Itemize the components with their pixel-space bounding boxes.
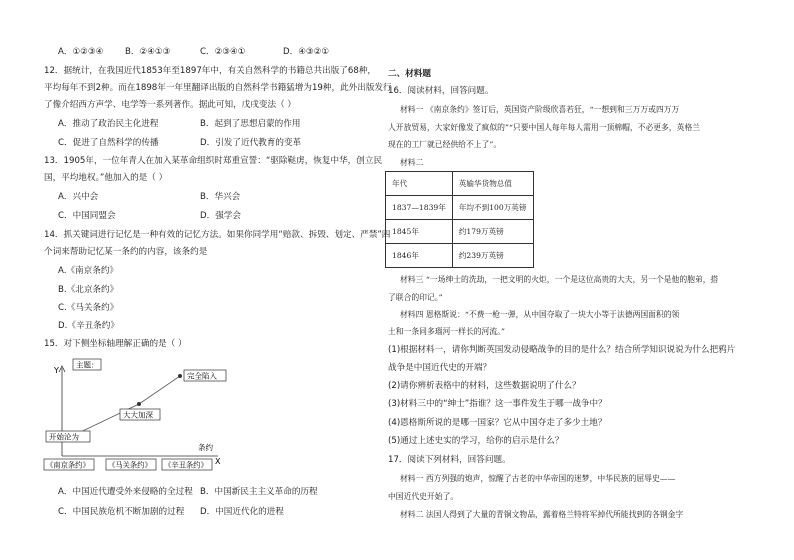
q16-question-4: (4)恩格斯所说的是哪一国家？它从中国夺走了多少土地？ bbox=[388, 418, 607, 428]
point-2-label: 大大加深 bbox=[123, 410, 153, 420]
table-header-cell: 年代 bbox=[386, 172, 453, 196]
q14-line-2: 个词来帮助记忆某一条约的内容，该条约是 bbox=[44, 247, 208, 257]
q11-option-b: B．②④①③ bbox=[125, 47, 171, 57]
q15-option-b: B．中国新民主主义革命的历程 bbox=[200, 487, 318, 497]
treaty-3-label: 《辛丑条约》 bbox=[164, 460, 208, 470]
treaty-2-label: 《马关条约》 bbox=[108, 460, 152, 470]
section-title: 二、材料题 bbox=[388, 69, 431, 79]
trend-line bbox=[68, 376, 180, 438]
table-cell: 1845年 bbox=[386, 220, 453, 244]
q12-option-b: B．起到了思想启蒙的作用 bbox=[200, 119, 301, 129]
q11-option-d: D．④③②① bbox=[283, 47, 330, 57]
table-cell: 年均不到100万英镑 bbox=[452, 196, 533, 220]
y-axis-label: Y bbox=[54, 366, 59, 375]
q16-data-table bbox=[385, 171, 534, 268]
q11-option-a: A．①②③④ bbox=[58, 47, 104, 57]
q11-option-c: C．②③④① bbox=[200, 47, 246, 57]
table-header-row bbox=[386, 172, 534, 196]
q16-question-1a: (1)根据材料一，请你判断英国发动侵略战争的目的是什么？结合所学知识说说为什么把鸦片 bbox=[388, 345, 736, 355]
q16-m3-line-1: 材料三 “一场绅士的洗劫，一把文明的火炬，一个是这位高贵的大夫，另一个是他的胞弟，搭 bbox=[400, 275, 719, 284]
q16-m3-line-2: 了联合的印记。” bbox=[388, 293, 443, 302]
q16-question-3: (3)材料三中的“绅士”指谁？这一事件发生于哪一战争中？ bbox=[388, 399, 607, 409]
q14-option-b: B.《北京条约》 bbox=[58, 285, 119, 295]
q17-m2-line: 材料二 法国人得到了大量的青铜文物品，露着格兰特将军掉代所能找到的各钢金字 bbox=[400, 510, 684, 519]
q16-question-5: (5)通过上述史实的学习，给你的启示是什么？ bbox=[388, 436, 564, 446]
q15-stem: 15．对下侧坐标轴理解正确的是（ ） bbox=[44, 339, 187, 349]
table-row bbox=[386, 196, 534, 220]
q13-line-2: 国，平均地权。”他加入的是（ ） bbox=[44, 173, 168, 183]
q14-option-d: D.《辛丑条约》 bbox=[58, 321, 119, 331]
q12-line-1: 12．据统计，在我国近代1853年至1897年中，有关自然科学的书籍总共出版了68种， bbox=[44, 66, 377, 76]
q15-option-c: C．中国民族危机不断加剧的过程 bbox=[58, 507, 185, 517]
q12-option-a: A．推动了政治民主化进程 bbox=[58, 119, 159, 129]
q15-option-d: D．中国近代化的进程 bbox=[200, 507, 284, 517]
q12-line-3: 了像介绍西方声学、电学等一系列著作。据此可知，戊戌变法（ ） bbox=[44, 100, 296, 110]
q15-coordinate-diagram bbox=[40, 356, 240, 476]
table-cell: 约179万英镑 bbox=[452, 220, 533, 244]
q14-option-a: A.《南京条约》 bbox=[58, 266, 119, 276]
q16-m1-line-2: 人开放贸易，大家好像发了疯似的”“只要中国人每年每人需用一顶棉帽，不必更多，英格兰 bbox=[388, 123, 701, 132]
q16-m4-line-1: 材料四 恩格斯说：“不费一枪一弹，从中国夺取了一块大小等于法德两国面积的领 bbox=[400, 310, 680, 319]
point-3-label: 完全陷入 bbox=[187, 371, 217, 381]
q14-option-c: C.《马关条约》 bbox=[58, 303, 119, 313]
q13-line-1: 13．1905年，一位年青人在加入某革命组织时郑重宣誓：“驱除鞑虏，恢复中华，创立民 bbox=[44, 156, 383, 166]
x-axis-title: 条约 bbox=[198, 443, 213, 452]
q17-stem: 17．阅读下列材料，回答问题。 bbox=[388, 455, 511, 465]
point-1-label: 开始沦为 bbox=[49, 432, 79, 442]
q17-m1-line-1: 材料一 西方列强的炮声，惊醒了古老的中华帝国的迷梦，中华民族的屈辱史—— bbox=[400, 474, 676, 483]
x-axis-label: X bbox=[215, 457, 221, 466]
q13-option-b: B．华兴会 bbox=[200, 192, 241, 202]
table-cell: 约239万英镑 bbox=[452, 244, 533, 268]
treaty-1-label: 《南京条约》 bbox=[46, 460, 90, 470]
table-row bbox=[386, 220, 534, 244]
q16-question-2: (2)请你辨析表格中的材料，这些数据说明了什么？ bbox=[388, 381, 581, 391]
q17-m1-line-2: 中国近代史开始了。 bbox=[388, 492, 459, 501]
table-cell: 1837—1839年 bbox=[386, 196, 453, 220]
q12-option-d: D．引发了近代教育的变革 bbox=[200, 138, 302, 148]
q15-option-a: A．中国近代遭受外来侵略的全过程 bbox=[58, 487, 193, 497]
point-3 bbox=[178, 374, 182, 378]
table-row bbox=[386, 244, 534, 268]
q13-option-d: D．强学会 bbox=[200, 211, 241, 221]
q16-m1-line-3: 现在的工厂就已经供给不上了”。 bbox=[388, 140, 502, 149]
q16-m4-line-2: 土和一条同多瑙河一样长的河流。” bbox=[388, 327, 506, 336]
point-2 bbox=[137, 402, 141, 406]
q16-m1-line-1: 材料一 《南京条约》签订后，英国资产阶级欣喜若狂，“一想到和三万万或四万万 bbox=[400, 105, 680, 114]
q16-question-1b: 战争是中国近代史的开端？ bbox=[388, 363, 492, 373]
subject-box-label: 主题： bbox=[76, 360, 99, 370]
q14-line-1: 14．抓关键词进行记忆是一种有效的记忆方法。如果你同学用“赔款、拆毁、划定、严禁”四 bbox=[44, 230, 391, 240]
table-cell: 1846年 bbox=[386, 244, 453, 268]
table-header-cell: 英输华货物总值 bbox=[452, 172, 533, 196]
q13-option-c: C．中国同盟会 bbox=[58, 211, 116, 221]
q13-option-a: A．兴中会 bbox=[58, 192, 99, 202]
q12-option-c: C．促进了自然科学的传播 bbox=[58, 138, 159, 148]
q12-line-2: 平均每年不到2种。而在1898年一年里翻译出版的自然科学书籍猛增为19种，此外出版发行 bbox=[44, 83, 392, 93]
q16-m2-label: 材料二 bbox=[400, 158, 424, 167]
q16-stem: 16．阅读材料，回答问题。 bbox=[388, 86, 494, 96]
